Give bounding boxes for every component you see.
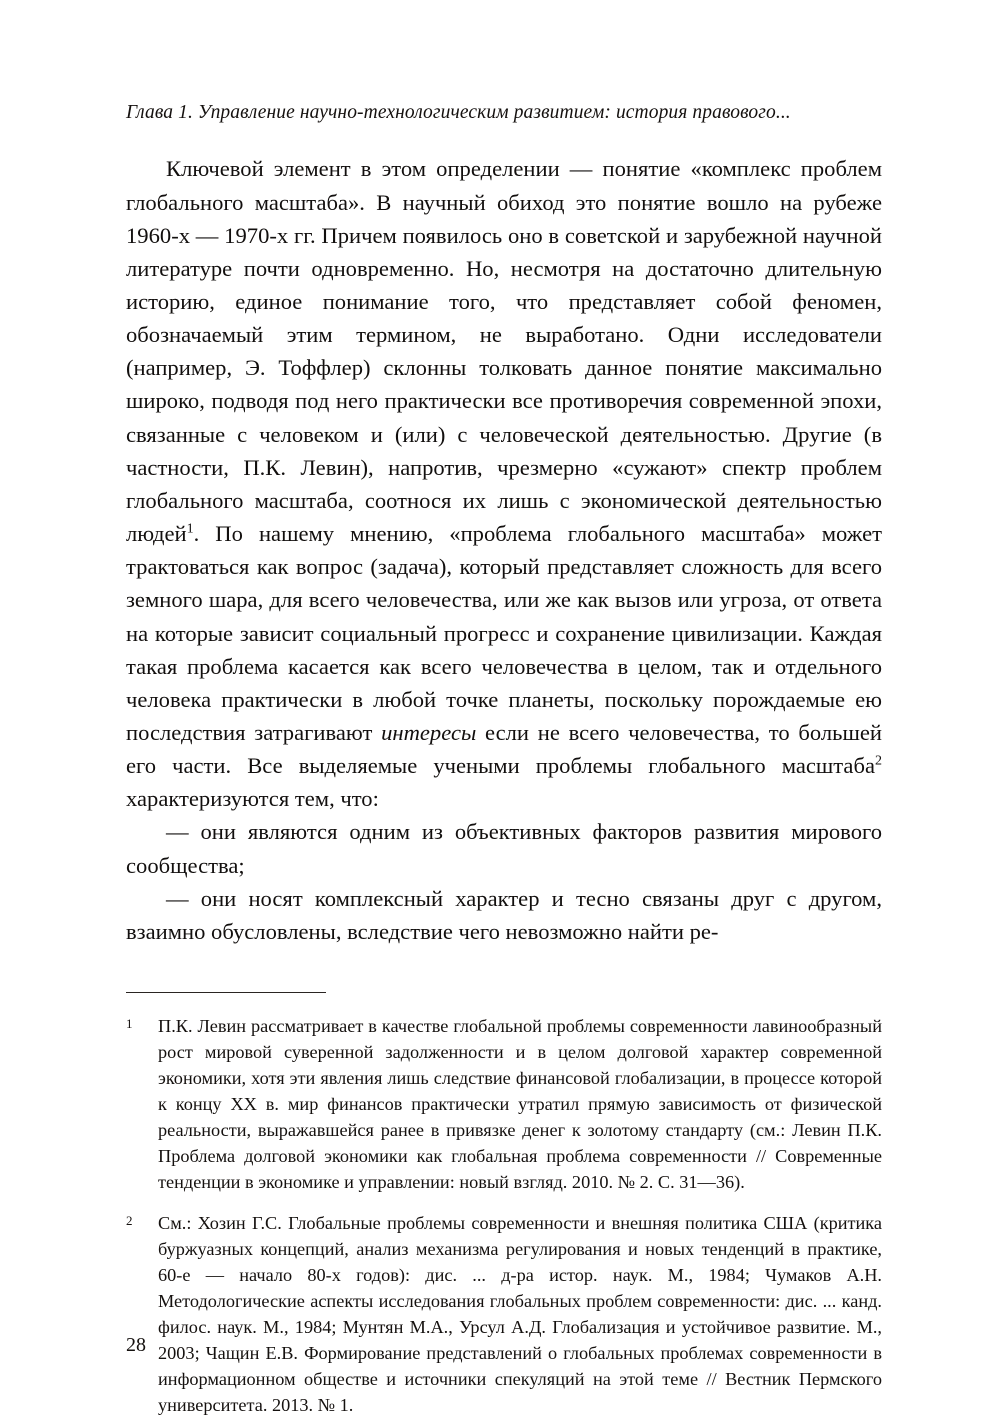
footnote-text: См.: Хозин Г.С. Глобальные проблемы современности и внешняя политика США (критика буржуазных концепций, анализ механизма регулирования и новых тенденций в практике, 60-е — начало 80-х годов): дис. ... д-ра истор. наук. М., 1984; Чумаков А.Н. Методологические аспекты исследования глобальных проблем современности: дис. ... канд. филос. наук. М., 1984; Мунтян М.А., Урсул А.Д. Глобализация и устойчивое развитие. М., 2003; Чащин Е.В. Формирование представлений о глобальных проблемах современности в информационном обществе и источники спекуляций на этой теме // Вестник Пермского университета. 2013. № 1. xyxy=(158,1212,882,1415)
paragraph-main xyxy=(126,152,882,815)
footnote-text: П.К. Левин рассматривает в качестве глобальной проблемы современности лавинообразный рост мировой суверенной задолженности и в целом долговой характер современной экономики, хотя эти явления лишь следствие финансовой глобализации, в процессе которой к концу XX в. мир финансов практически утратил прямую зависимость от физической реальности, выражавшейся ранее в привязке денег к золотому стандарту (см.: Левин П.К. Проблема долговой экономики как глобальная проблема современности // Современные тенденции в экономике и управлении: новый взгляд. 2010. № 2. С. 31—36). xyxy=(158,1016,882,1193)
footnote-marker: 1 xyxy=(126,1016,133,1032)
footnote-marker: 2 xyxy=(126,1212,133,1228)
page-number: 28 xyxy=(126,1334,146,1356)
list-item-bullet-1: — они являются одним из объективных факторов развития мирового сообщества; xyxy=(126,819,882,878)
footnote-separator xyxy=(126,992,326,993)
paragraph-main-part4: характеризуются тем, что: xyxy=(126,786,379,812)
list-item-bullet-2: — они носят комплексный характер и тесно связаны друг с другом, взаимно обусловлены, вследствие чего невозможно найти ре- xyxy=(126,885,882,944)
footnote-ref-1[interactable]: 1 xyxy=(186,521,194,537)
body-text xyxy=(126,152,882,948)
footnotes-block xyxy=(126,1013,882,1418)
footnote-ref-2[interactable]: 2 xyxy=(875,753,882,769)
footnote-item xyxy=(126,1210,882,1419)
paragraph-main-part1: Ключевой элемент в этом определении — понятие «комплекс проблем глобального масштаба». В научный обиход это понятие вошло на рубеже 1960-х — 1970-х гг. Причем появилось оно в советской и зарубежной научной литературе почти одновременно. Но, несмотря на достаточно длительную историю, единое понимание того, что представляет собой феномен, обозначаемый этим термином, не выработано. Одни исследователи (например, Э. Тоффлер) склонны толковать данное понятие максимально широко, подводя под него практически все противоречия современной эпохи, связанные с человеком и (или) с человеческой деятельностью. Другие (в частности, П.К. Левин), напротив, чрезмерно «сужают» спектр проблем глобального масштаба, соотнося их лишь с экономической деятельностью людей xyxy=(126,156,882,547)
paragraph-main-italic: интересы xyxy=(381,720,477,745)
running-head: Глава 1. Управление научно-технологическим развитием: история правового... xyxy=(126,102,791,123)
footnote-item xyxy=(126,1013,882,1195)
paragraph-main-part2: . По нашему мнению, «проблема глобального масштаба» может трактоваться как вопрос (задача), который представляет сложность для всего земного шара, для всего человечества, или же как вызов или угроза, от ответа на которые зависит социальный прогресс и сохранение цивилизации. Каждая такая проблема касается как всего человечества в целом, так и отдельного человека практически в любой точке планеты, поскольку порождаемые ею последствия затрагивают xyxy=(126,521,882,745)
paragraph-main-part3: если не всего человечества, то большей его части. Все выделяемые учеными проблемы глобального масштаба xyxy=(126,720,882,779)
